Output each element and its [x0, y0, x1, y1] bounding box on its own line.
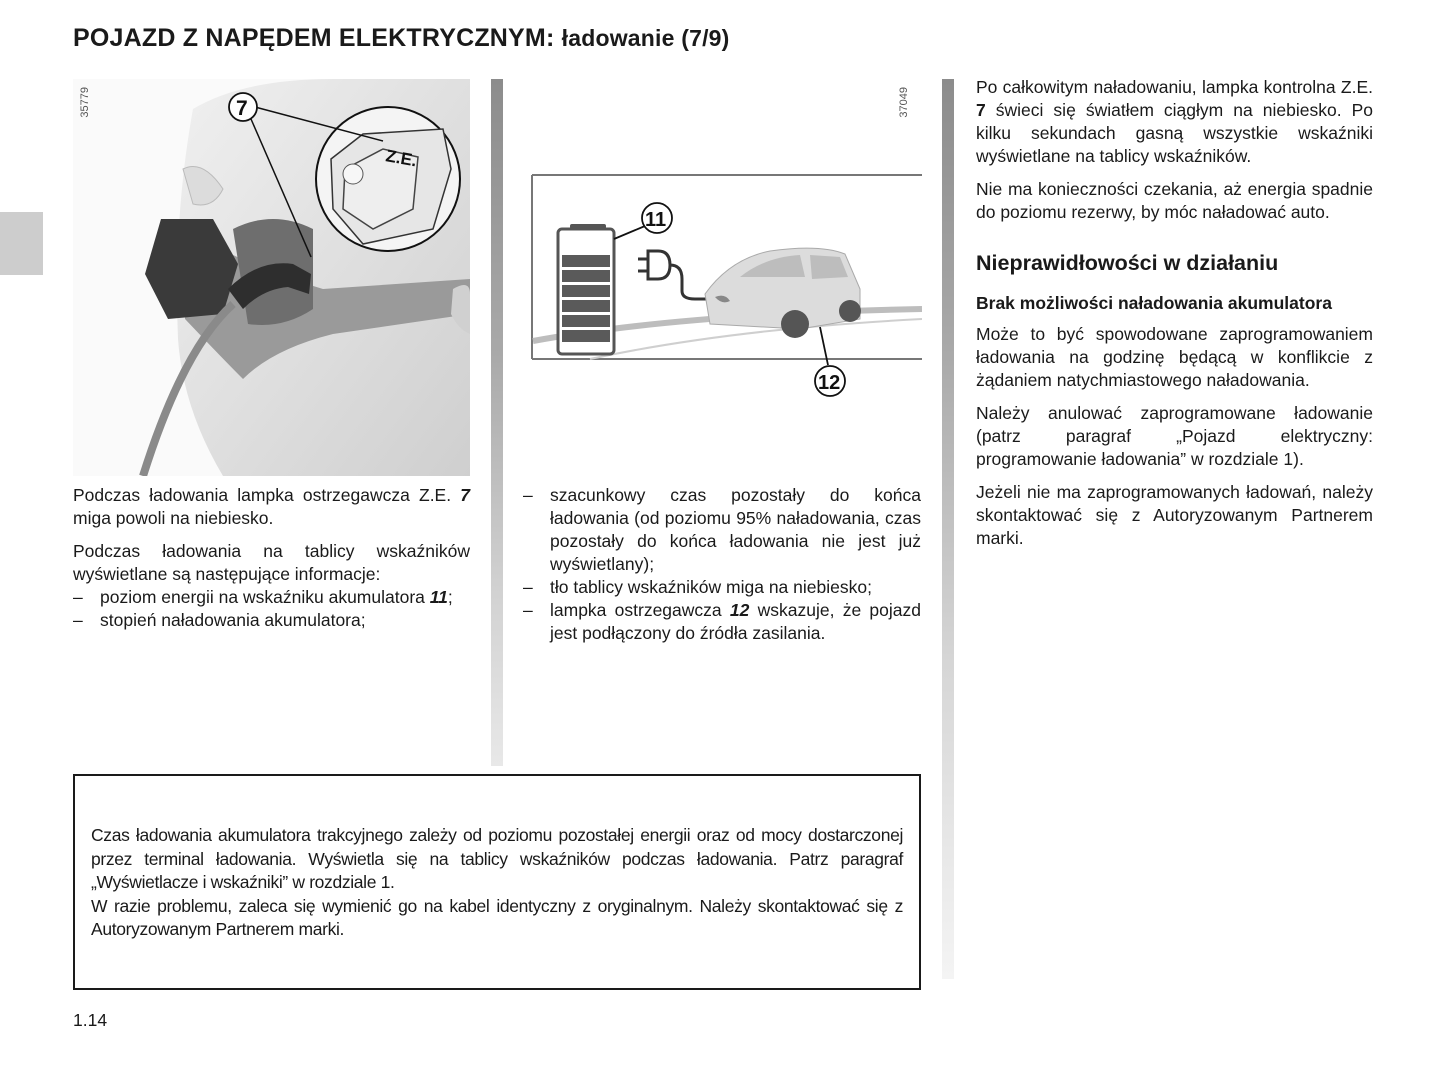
figure-battery-indicator [530, 79, 922, 399]
column-divider-2 [942, 79, 954, 979]
column-3-text [976, 76, 1373, 560]
paragraph: Podczas ładowania na tablicy wskaźników wyświetlane są następujące informacje: [73, 541, 470, 584]
figure-code: 37049 [898, 87, 910, 118]
callout-11: 11 [645, 209, 667, 231]
paragraph: Jeżeli nie ma zaprogramowanych ładowań, należy skontaktować się z Autoryzowanym Partnerem marki. [976, 482, 1373, 548]
list-item: – poziom energii na wskaźniku akumulatora 11; [73, 586, 470, 609]
section-heading: Nieprawidłowości w działaniu [976, 251, 1279, 275]
column-2-text [523, 484, 921, 645]
figure-code: 35779 [79, 87, 91, 118]
column-1-text [73, 484, 470, 632]
chapter-side-tab [0, 212, 43, 275]
note-box [73, 774, 921, 990]
list-item: – tło tablicy wskaźników miga na niebiesko; [523, 576, 921, 599]
paragraph: Podczas ładowania lampka ostrzegawcza Z.E. 7 miga powoli na niebiesko. [73, 485, 470, 528]
page-title-sub: ładowanie (7/9) [561, 25, 730, 51]
battery-car-illustration [530, 79, 922, 399]
note-paragraph: Czas ładowania akumulatora trakcyjnego zależy od poziomu pozostałej energii oraz od mocy dostarczonej przez terminal ładowania. Wyświetla się na tablicy wskaźników podczas ładowania. Patrz paragraf „Wyświetlacze i wskaźniki” w rozdziale 1. [91, 825, 903, 892]
note-paragraph: W razie problemu, zaleca się wymienić go na kabel identyczny z oryginalnym. Należy skontaktować się z Autoryzowanym Partnerem marki. [91, 895, 903, 939]
ze-inset-label: Z.E. [384, 146, 419, 171]
info-list [73, 586, 470, 632]
info-list [523, 484, 921, 645]
paragraph: Nie ma konieczności czekania, aż energia spadnie do poziomu rezerwy, by móc naładować auto. [976, 179, 1373, 222]
paragraph: Może to być spowodowane zaprogramowaniem ładowania na godzinę będącą w konflikcie z żądaniem natychmiastowego naładowania. [976, 324, 1373, 390]
callout-12: 12 [818, 372, 841, 394]
reference-number: 7 [976, 100, 986, 120]
subsection-heading: Brak możliwości naładowania akumulatora [976, 293, 1332, 313]
list-item: – stopień naładowania akumulatora; [73, 609, 470, 632]
car-charging-illustration [73, 79, 470, 476]
list-item: – lampka ostrzegawcza 12 wskazuje, że pojazd jest podłączony do źródła zasilania. [523, 599, 921, 645]
page-title-main: POJAZD Z NAPĘDEM ELEKTRYCZNYM: [73, 24, 555, 52]
figure-charging-socket [73, 79, 470, 476]
paragraph: Należy anulować zaprogramowane ładowanie (patrz paragraf „Pojazd elektryczny: programowanie ładowania” w rozdziale 1). [976, 403, 1373, 469]
paragraph: Po całkowitym naładowaniu, lampka kontrolna Z.E. 7 świeci się światłem ciągłym na niebiesko. Po kilku sekundach gasną wszystkie wskaźniki wyświetlane na tablicy wskaźników. [976, 77, 1373, 166]
list-item: – szacunkowy czas pozostały do końca ładowania (od poziomu 95% naładowania, czas pozostały do końca ładowania nie jest już wyświetlany); [523, 484, 921, 576]
reference-number: 7 [460, 485, 470, 505]
callout-7: 7 [236, 97, 248, 120]
reference-number: 12 [729, 600, 750, 620]
column-divider-1 [491, 79, 503, 766]
page-title [73, 24, 730, 53]
page-number: 1.14 [73, 1010, 108, 1030]
reference-number: 11 [429, 587, 448, 607]
